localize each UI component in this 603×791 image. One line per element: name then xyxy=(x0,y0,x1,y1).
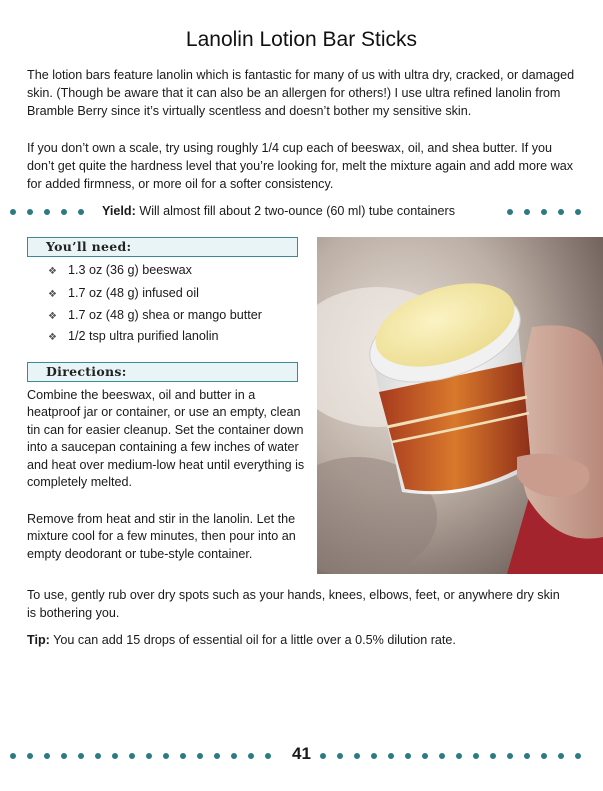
you-need-heading: You’ll need: xyxy=(27,237,298,257)
yield-line xyxy=(102,204,455,218)
ingredient-item: ❖ 1.7 oz (48 g) infused oil xyxy=(48,286,199,300)
ingredient-item: ❖ 1/2 tsp ultra purified lanolin xyxy=(48,329,219,343)
directions-heading: Directions: xyxy=(27,362,298,382)
yield-text: Will almost fill about 2 two-ounce (60 ml) tube containers xyxy=(139,204,456,218)
ingredient-item: ❖ 1.7 oz (48 g) shea or mango butter xyxy=(48,308,262,322)
tip-text: You can add 15 drops of essential oil for a little over a 0.5% dilution rate. xyxy=(53,633,456,647)
page-number: 41 xyxy=(292,744,311,763)
divider-dots-left xyxy=(10,209,84,215)
divider-dots-right xyxy=(507,209,581,215)
directions-paragraph-1: Combine the beeswax, oil and butter in a heatproof jar or container, or use an empty, clean tin can for easier cleanup. Set the container down into a saucepan containing a few inches of water and heat over medium-low heat until everything is completely melted. xyxy=(27,388,305,490)
tip-label: Tip: xyxy=(27,633,50,647)
ingredient-item: ❖ 1.3 oz (36 g) beeswax xyxy=(48,263,192,277)
product-photo xyxy=(317,237,603,574)
tip-paragraph xyxy=(27,631,579,649)
directions-paragraph-2: Remove from heat and stir in the lanolin. Let the mixture cool for a few minutes, then pour into an empty deodorant or tube-style container. xyxy=(27,512,296,561)
diamond-bullet-icon: ❖ xyxy=(48,311,57,322)
footer-dots-right xyxy=(320,753,581,759)
diamond-bullet-icon: ❖ xyxy=(48,332,57,343)
usage-paragraph: To use, gently rub over dry spots such as your hands, knees, elbows, feet, or anywhere dry skin is bothering you. xyxy=(27,588,560,620)
page-title: Lanolin Lotion Bar Sticks xyxy=(185,28,418,51)
yield-label: Yield: xyxy=(102,204,136,218)
diamond-bullet-icon: ❖ xyxy=(48,266,57,277)
intro-paragraph-2: If you don’t own a scale, try using roughly 1/4 cup each of beeswax, oil, and shea butter. If you don’t get quite the hardness level that you’re looking for, melt the mixture again and add more wax for added firmness, or more oil for a softer consistency. xyxy=(27,141,574,191)
diamond-bullet-icon: ❖ xyxy=(48,289,57,300)
intro-paragraph-1: The lotion bars feature lanolin which is fantastic for many of us with ultra dry, cracked, or damaged skin. (Though be aware that it can also be an allergen for others!) I use ultra refined lanolin from Bramble Berry since it’s virtually scentless and doesn’t bother my sensitive skin. xyxy=(27,68,575,118)
